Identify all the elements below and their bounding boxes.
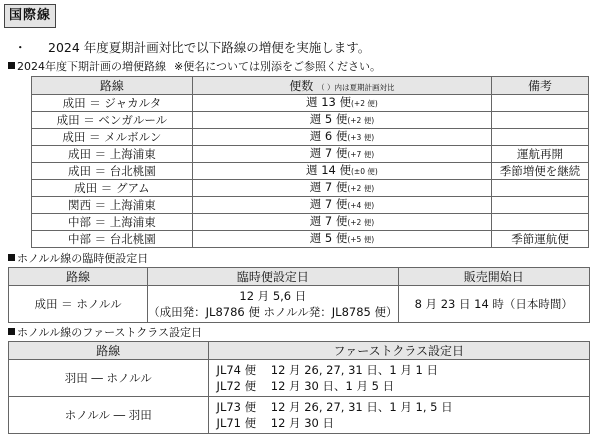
route-cell: 成田 ＝ ベンガルール <box>32 112 193 129</box>
header-route: 路線 <box>32 77 193 95</box>
frequency-delta: (±0 便) <box>351 167 378 176</box>
frequency-cell <box>192 129 491 146</box>
frequency-cell <box>192 231 491 248</box>
route-cell: 成田 ＝ 台北桃園 <box>32 163 193 180</box>
route-cell: 成田 ＝ ホノルル <box>9 286 148 323</box>
frequency-value: 週 7 便 <box>309 146 348 160</box>
table-row <box>32 95 589 112</box>
bullet-mark: ・ <box>14 40 27 55</box>
route-cell: 羽田 ― ホノルル <box>9 360 209 397</box>
frequency-value: 週 14 便 <box>306 163 351 177</box>
table-row <box>9 360 590 397</box>
remark-cell <box>492 129 589 146</box>
frequency-delta: (+4 便) <box>347 201 375 210</box>
route-cell: ホノルル ― 羽田 <box>9 397 209 434</box>
table-row <box>32 129 589 146</box>
frequency-value: 週 13 便 <box>306 95 351 109</box>
frequency-cell <box>192 146 491 163</box>
frequency-value: 週 7 便 <box>309 180 348 194</box>
table1-heading <box>8 58 381 74</box>
square-bullet-icon <box>8 254 15 261</box>
frequency-delta: (+2 便) <box>347 218 375 227</box>
header-first-class: ファーストクラス設定日 <box>208 342 589 360</box>
remark-cell <box>492 95 589 112</box>
frequency-value: 週 5 便 <box>309 112 348 126</box>
frequency-cell <box>192 197 491 214</box>
route-cell: 成田 ＝ ジャカルタ <box>32 95 193 112</box>
frequency-value: 週 7 便 <box>309 214 348 228</box>
first-class-dates-cell <box>208 397 589 434</box>
table-header-row <box>32 77 589 95</box>
header-route: 路線 <box>9 268 148 286</box>
remark-cell <box>492 214 589 231</box>
remark-cell <box>492 180 589 197</box>
table-row <box>32 214 589 231</box>
table-header-row <box>9 268 590 286</box>
first-class-line: JL72 便 12 月 30 日、1 月 5 日 <box>216 379 395 393</box>
extra-dates-cell <box>148 286 398 323</box>
route-cell: 成田 ＝ 上海浦東 <box>32 146 193 163</box>
frequency-cell <box>192 163 491 180</box>
header-remarks: 備考 <box>492 77 589 95</box>
honolulu-extra-flights-table <box>8 267 590 323</box>
table-row <box>32 180 589 197</box>
route-cell: 関西 ＝ 上海浦東 <box>32 197 193 214</box>
frequency-cell <box>192 214 491 231</box>
intro-line <box>14 38 370 56</box>
route-cell: 成田 ＝ メルボルン <box>32 129 193 146</box>
header-frequency-note: （ ）内は夏期計画対比 <box>317 83 395 92</box>
first-class-line: JL71 便 12 月 30 日 <box>216 416 334 430</box>
header-frequency <box>192 77 491 95</box>
route-cell: 中部 ＝ 上海浦東 <box>32 214 193 231</box>
table1-note: ※便名については別添をご参照ください。 <box>174 60 381 73</box>
remark-cell <box>492 112 589 129</box>
frequency-value: 週 5 便 <box>309 231 348 245</box>
extra-dates-value: 12 月 5,6 日 <box>239 289 307 303</box>
table3-heading <box>8 324 202 340</box>
extra-flight-numbers: （成田発：JL8786 便 ホノルル発：JL8785 便） <box>148 305 398 319</box>
square-bullet-icon <box>8 328 15 335</box>
frequency-delta: (+2 便) <box>351 99 378 108</box>
table2-heading-text: ホノルル線の臨時便設定日 <box>17 252 149 265</box>
table-header-row <box>9 342 590 360</box>
first-class-dates-cell <box>208 360 589 397</box>
honolulu-first-class-table <box>8 341 590 434</box>
header-route: 路線 <box>9 342 209 360</box>
frequency-delta: (+2 便) <box>347 116 375 125</box>
frequency-value: 週 6 便 <box>309 129 348 143</box>
table-row <box>9 397 590 434</box>
frequency-cell <box>192 112 491 129</box>
remark-cell: 運航再開 <box>492 146 589 163</box>
header-extra-dates: 臨時便設定日 <box>148 268 398 286</box>
frequency-delta: (+2 便) <box>347 184 375 193</box>
frequency-value: 週 7 便 <box>309 197 348 211</box>
table-row <box>32 197 589 214</box>
table-row <box>9 286 590 323</box>
frequency-delta: (+3 便) <box>347 133 375 142</box>
square-bullet-icon <box>8 62 15 69</box>
route-cell: 成田 ＝ グアム <box>32 180 193 197</box>
route-cell: 中部 ＝ 台北桃園 <box>32 231 193 248</box>
sales-start-cell: 8 月 23 日 14 時（日本時間） <box>398 286 589 323</box>
frequency-cell <box>192 95 491 112</box>
table-row <box>32 146 589 163</box>
table2-heading <box>8 250 148 266</box>
frequency-delta: (+5 便) <box>347 235 375 244</box>
table-row <box>32 231 589 248</box>
header-frequency-label: 便数 <box>289 79 314 93</box>
remark-cell <box>492 197 589 214</box>
remark-cell: 季節増便を継続 <box>492 163 589 180</box>
table1-heading-text: 2024年度下期計画の増便路線 <box>17 60 166 73</box>
table-row <box>32 163 589 180</box>
first-class-line: JL73 便 12 月 26, 27, 31 日、1 月 1, 5 日 <box>216 400 453 414</box>
intro-text: 2024 年度夏期計画対比で以下路線の増便を実施します。 <box>48 40 371 55</box>
header-sales-start: 販売開始日 <box>398 268 589 286</box>
remark-cell: 季節運航便 <box>492 231 589 248</box>
frequency-delta: (+7 便) <box>347 150 375 159</box>
increase-routes-table <box>31 76 589 248</box>
table-row <box>32 112 589 129</box>
table3-heading-text: ホノルル線のファーストクラス設定日 <box>17 326 202 339</box>
section-title: 国際線 <box>4 4 56 28</box>
frequency-cell <box>192 180 491 197</box>
first-class-line: JL74 便 12 月 26, 27, 31 日、1 月 1 日 <box>216 363 438 377</box>
